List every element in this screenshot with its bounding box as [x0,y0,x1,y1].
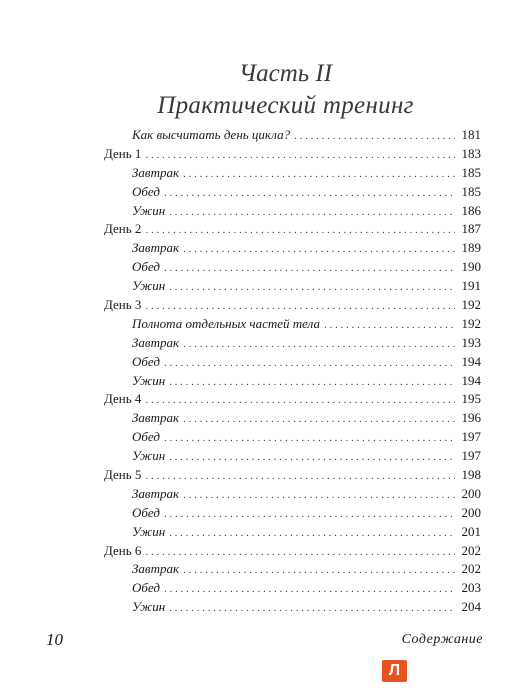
toc-entry-page: 204 [461,599,481,615]
dot-leader [169,278,455,297]
toc-entry [104,409,481,428]
toc-entry-label: Обед [132,259,160,275]
toc-entry-page: 194 [461,353,481,369]
toc-entry-label: Ужин [132,278,166,294]
dot-leader [145,543,455,562]
toc-entry-label: Обед [132,429,160,445]
toc-entry-label: Полнота отдельных частей тела [132,315,320,331]
toc-entry [104,334,481,353]
toc-entry-page: 197 [461,448,481,464]
toc-entry-label: Обед [132,183,160,199]
toc-entry-label: День 6 [104,542,142,558]
toc-entry [104,504,481,523]
toc-entry [104,126,481,145]
toc-entry-page: 185 [461,164,481,180]
toc-entry-page: 203 [461,580,481,596]
toc-entry-page: 190 [461,259,481,275]
dot-leader [294,127,455,146]
toc-entry-page: 185 [461,183,481,199]
toc-entry-page: 187 [461,221,481,237]
dot-leader [145,221,455,240]
dot-leader [164,429,455,448]
page-number: 10 [46,630,63,649]
toc-entry [104,466,481,485]
toc-entry-label: День 3 [104,297,142,313]
dot-leader [164,259,455,278]
dot-leader [183,561,455,580]
toc-entry-page: 181 [461,127,481,142]
toc-entry [104,145,481,164]
toc-entry-page: 200 [461,485,481,501]
toc-entry [104,353,481,372]
toc-entry-page: 197 [461,429,481,445]
labirint-logo-icon [382,660,407,682]
toc-entry [104,277,481,296]
toc-entry [104,258,481,277]
toc-entry-page: 200 [461,504,481,520]
part-heading [0,58,531,122]
toc-entry [104,372,481,391]
toc-entry-page: 194 [461,372,481,388]
toc-entry [104,542,481,561]
toc-entry-page: 202 [461,561,481,577]
dot-leader [183,410,455,429]
toc-entry [104,579,481,598]
toc-entry-label: Завтрак [132,164,180,180]
dot-leader [164,505,455,524]
dot-leader [145,297,455,316]
dot-leader [169,448,455,467]
toc-entry-label: Завтрак [132,410,180,426]
dot-leader [145,467,455,486]
toc-entry-page: 186 [461,202,481,218]
toc-entry-label: Завтрак [132,240,180,256]
toc-entry [104,598,481,617]
toc-entry [104,239,481,258]
running-title: Содержание [401,632,483,647]
toc-entry [104,560,481,579]
toc-entry-label: Обед [132,580,160,596]
part-subtitle: Практический тренинг [157,92,414,119]
dot-leader [183,335,455,354]
dot-leader [145,391,455,410]
toc-entry-label: Завтрак [132,485,180,501]
toc-entry-label: Завтрак [132,561,180,577]
dot-leader [145,146,455,165]
dot-leader [164,354,455,373]
dot-leader [169,524,455,543]
part-title: Часть II [238,60,333,87]
toc-entry-label: Обед [132,353,160,369]
toc-entry-label: Ужин [132,523,166,539]
toc-entry [104,485,481,504]
dot-leader [183,240,455,259]
toc-entry-label: Завтрак [132,334,180,350]
toc-entry-page: 192 [461,315,481,331]
toc-entry [104,183,481,202]
toc-entry-label: День 1 [104,145,142,161]
toc-entry-label: День 2 [104,221,142,237]
toc-entry-label: Как высчитать день цикла? [132,127,291,142]
dot-leader [324,316,455,335]
toc-entry-label: Ужин [132,448,166,464]
toc-entry-label: День 4 [104,391,142,407]
toc-entry [104,315,481,334]
toc-entry-page: 196 [461,410,481,426]
dot-leader [169,599,455,618]
table-of-contents [104,126,481,617]
toc-entry [104,220,481,239]
toc-entry-page: 189 [461,240,481,256]
dot-leader [169,373,455,392]
toc-entry-page: 198 [461,467,481,483]
toc-entry-label: Ужин [132,372,166,388]
logo-letter: Л [388,662,401,679]
toc-entry [104,390,481,409]
toc-entry-page: 192 [461,297,481,313]
toc-entry-page: 201 [461,523,481,539]
toc-entry-label: День 5 [104,467,142,483]
dot-leader [169,203,455,222]
toc-entry-label: Ужин [132,202,166,218]
toc-entry-page: 193 [461,334,481,350]
toc-entry-page: 202 [461,542,481,558]
toc-entry [104,428,481,447]
dot-leader [183,165,455,184]
toc-entry-label: Обед [132,504,160,520]
toc-entry-label: Ужин [132,599,166,615]
toc-entry [104,447,481,466]
toc-entry [104,164,481,183]
toc-entry-page: 191 [461,278,481,294]
toc-entry-page: 183 [461,145,481,161]
toc-entry [104,202,481,221]
toc-entry [104,296,481,315]
dot-leader [164,580,455,599]
dot-leader [183,486,455,505]
dot-leader [164,184,455,203]
toc-entry-page: 195 [461,391,481,407]
toc-entry [104,523,481,542]
